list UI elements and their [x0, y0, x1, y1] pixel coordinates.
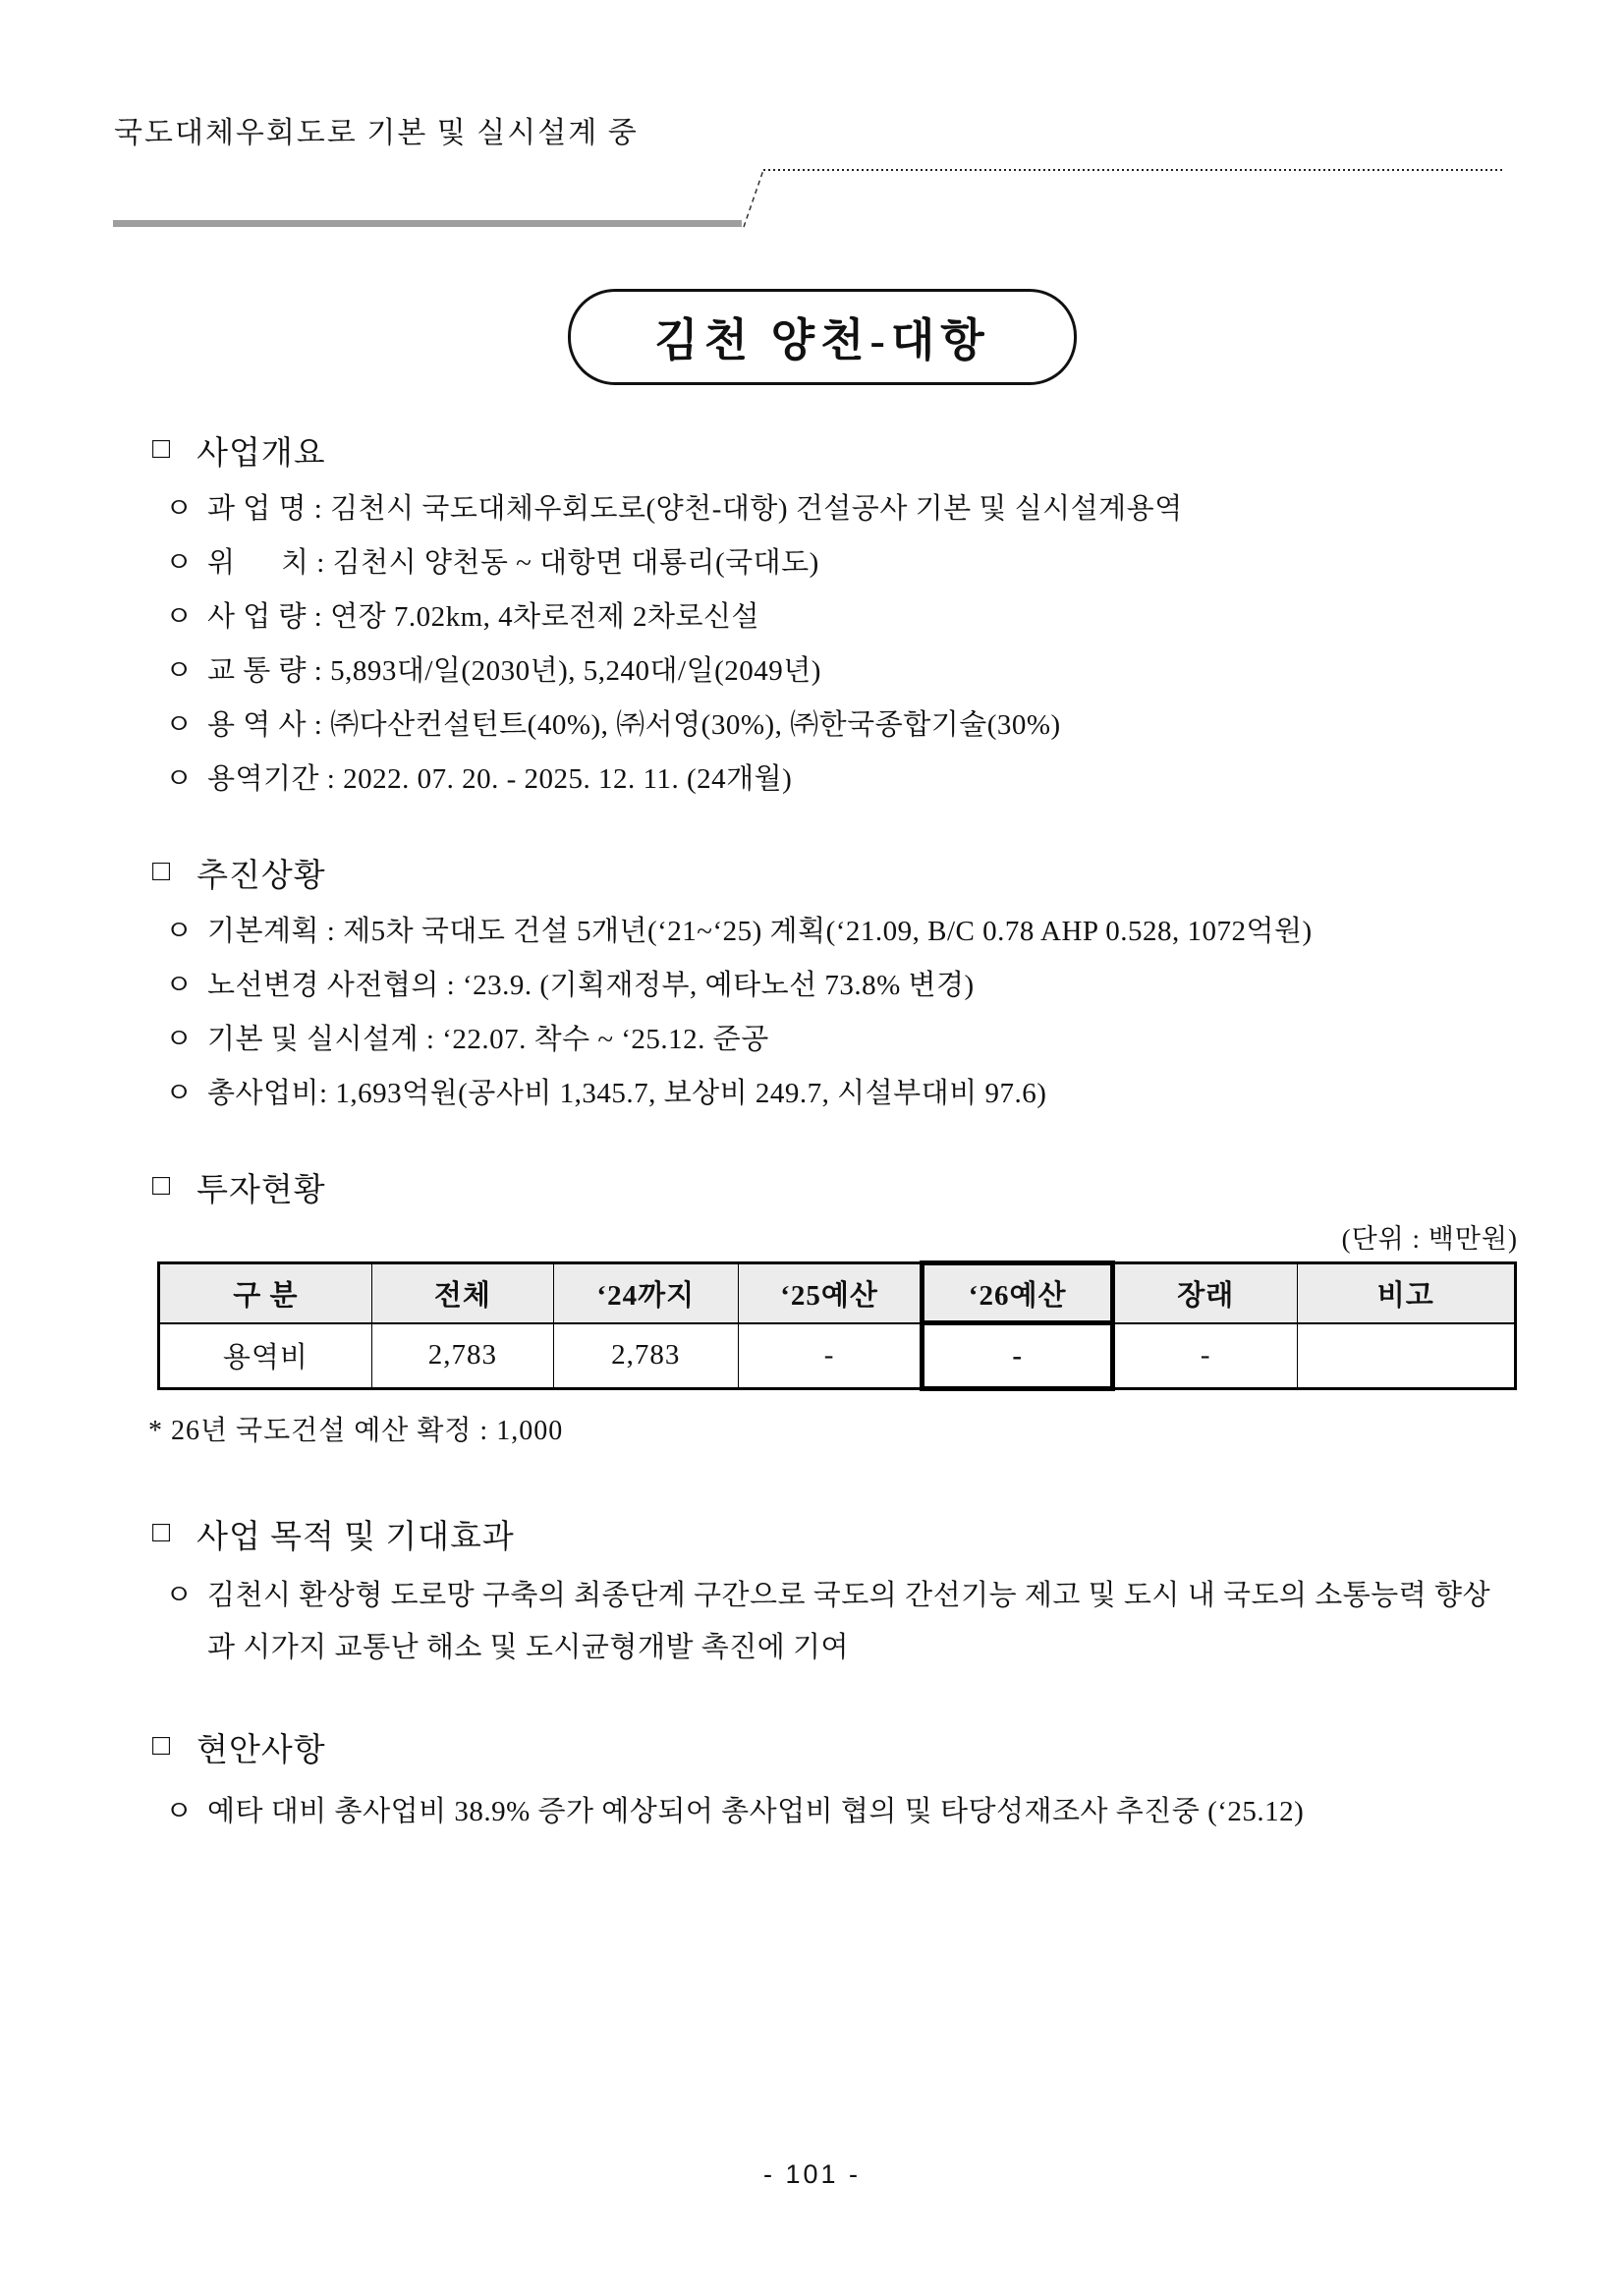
- list-item: [152, 644, 1518, 699]
- investment-table: [157, 1260, 1517, 1391]
- circle-bullet-icon: ㅇ: [165, 709, 194, 741]
- col-header-remarks: 비고: [1297, 1263, 1515, 1323]
- purpose-items: [152, 1570, 1518, 1674]
- section-heading-text: 사업 목적 및 기대효과: [196, 1519, 515, 1555]
- circle-bullet-icon: ㅇ: [165, 1078, 194, 1109]
- section-heading-issues: [152, 1724, 1518, 1769]
- circle-bullet-icon: ㅇ: [165, 970, 194, 1001]
- page-number: - 101 -: [762, 2159, 862, 2189]
- cell-category: 용역비: [159, 1323, 372, 1389]
- circle-bullet-icon: ㅇ: [165, 916, 194, 947]
- circle-bullet-icon: ㅇ: [165, 1024, 194, 1055]
- list-item: [152, 753, 1518, 807]
- col-header-until-24: ‘24까지: [553, 1263, 738, 1323]
- list-item-text: 용역기간 : 2022. 07. 20. - 2025. 12. 11. (24개월): [207, 763, 793, 795]
- list-item: [152, 1013, 1518, 1067]
- running-header-title: 국도대체우회도로 기본 및 실시설계 중: [114, 117, 639, 149]
- list-item-text: 김천시 환상형 도로망 구축의 최종단계 구간으로 국도의 간선기능 제고 및 도시 내 국도의 소통능력 향상과 시가지 교통난 해소 및 도시균형개발 촉진에 기여: [207, 1580, 1491, 1663]
- list-item: [152, 1067, 1518, 1121]
- section-overview: [152, 427, 1518, 807]
- section-heading-text: 현안사항: [196, 1732, 326, 1768]
- overview-items: [152, 482, 1518, 807]
- section-heading-investment: [152, 1164, 1518, 1209]
- square-marker-icon: □: [152, 855, 172, 887]
- section-issues: [152, 1724, 1518, 1843]
- list-item-text: 위 치 : 김천시 양천동 ~ 대항면 대룡리(국대도): [207, 547, 819, 579]
- list-item-text: 예타 대비 총사업비 38.9% 증가 예상되어 총사업비 협의 및 타당성재조사 추진중 (‘25.12): [207, 1796, 1305, 1827]
- circle-bullet-icon: ㅇ: [165, 1580, 194, 1611]
- circle-bullet-icon: ㅇ: [165, 601, 194, 633]
- circle-bullet-icon: ㅇ: [165, 655, 194, 687]
- list-item-text: 용 역 사 : ㈜다산컨설턴트(40%), ㈜서영(30%), ㈜한국종합기술(30%): [207, 709, 1061, 741]
- project-title: 김천 양천-대항: [654, 315, 990, 365]
- list-item: [152, 482, 1518, 536]
- square-marker-icon: □: [152, 1729, 172, 1762]
- cell-budget-26: -: [923, 1323, 1112, 1389]
- square-marker-icon: □: [152, 1169, 172, 1202]
- cell-budget-25: -: [738, 1323, 923, 1389]
- col-header-category: 구 분: [159, 1263, 372, 1323]
- col-header-budget-25: ‘25예산: [738, 1263, 923, 1323]
- table-unit-label: (단위 : 백만원): [1341, 1224, 1518, 1254]
- section-heading-purpose: [152, 1511, 1518, 1556]
- cell-total: 2,783: [371, 1323, 553, 1389]
- list-item: [152, 959, 1518, 1013]
- section-heading-overview: [152, 427, 1518, 473]
- list-item: [152, 905, 1518, 959]
- cell-until-24: 2,783: [553, 1323, 738, 1389]
- section-progress: [152, 850, 1518, 1121]
- list-item: [152, 536, 1518, 590]
- section-heading-text: 추진상황: [196, 858, 326, 894]
- table-footnote: * 26년 국도건설 예산 확정 : 1,000: [148, 1416, 564, 1446]
- list-item-text: 기본 및 실시설계 : ‘22.07. 착수 ~ ‘25.12. 준공: [207, 1024, 769, 1055]
- circle-bullet-icon: ㅇ: [165, 547, 194, 579]
- list-item-text: 과 업 명 : 김천시 국도대체우회도로(양천-대항) 건설공사 기본 및 실시설계용역: [207, 493, 1183, 525]
- list-item-text: 사 업 량 : 연장 7.02km, 4차로전제 2차로신설: [207, 601, 760, 633]
- cell-remarks: [1297, 1323, 1515, 1389]
- list-item: [152, 699, 1518, 753]
- col-header-budget-26: ‘26예산: [923, 1263, 1112, 1323]
- section-heading-text: 사업개요: [196, 435, 326, 472]
- square-marker-icon: □: [152, 432, 172, 465]
- circle-bullet-icon: ㅇ: [165, 763, 194, 795]
- issues-items: [152, 1781, 1518, 1843]
- table-header-row: [159, 1263, 1516, 1323]
- section-purpose: [152, 1511, 1518, 1674]
- col-header-future: 장래: [1112, 1263, 1297, 1323]
- header-underline-bar: [113, 220, 742, 227]
- table-row: [159, 1323, 1516, 1389]
- project-title-box: [568, 289, 1077, 385]
- list-item-text: 교 통 량 : 5,893대/일(2030년), 5,240대/일(2049년): [207, 655, 821, 687]
- list-item: [152, 590, 1518, 644]
- square-marker-icon: □: [152, 1516, 172, 1548]
- progress-items: [152, 905, 1518, 1121]
- list-item-text: 노선변경 사전협의 : ‘23.9. (기획재정부, 예타노선 73.8% 변경): [207, 970, 975, 1001]
- section-investment: [148, 1164, 1518, 1448]
- list-item-text: 기본계획 : 제5차 국대도 건설 5개년(‘21~‘25) 계획(‘21.09, B/C 0.78 AHP 0.528, 1072억원): [207, 916, 1313, 947]
- list-item: [152, 1570, 1518, 1674]
- section-heading-text: 투자현황: [196, 1172, 326, 1208]
- col-header-total: 전체: [371, 1263, 553, 1323]
- circle-bullet-icon: ㅇ: [165, 1796, 194, 1827]
- section-heading-progress: [152, 850, 1518, 895]
- cell-future: -: [1112, 1323, 1297, 1389]
- circle-bullet-icon: ㅇ: [165, 493, 194, 525]
- list-item-text: 총사업비: 1,693억원(공사비 1,345.7, 보상비 249.7, 시설부대비 97.6): [207, 1078, 1047, 1109]
- list-item: [152, 1781, 1518, 1843]
